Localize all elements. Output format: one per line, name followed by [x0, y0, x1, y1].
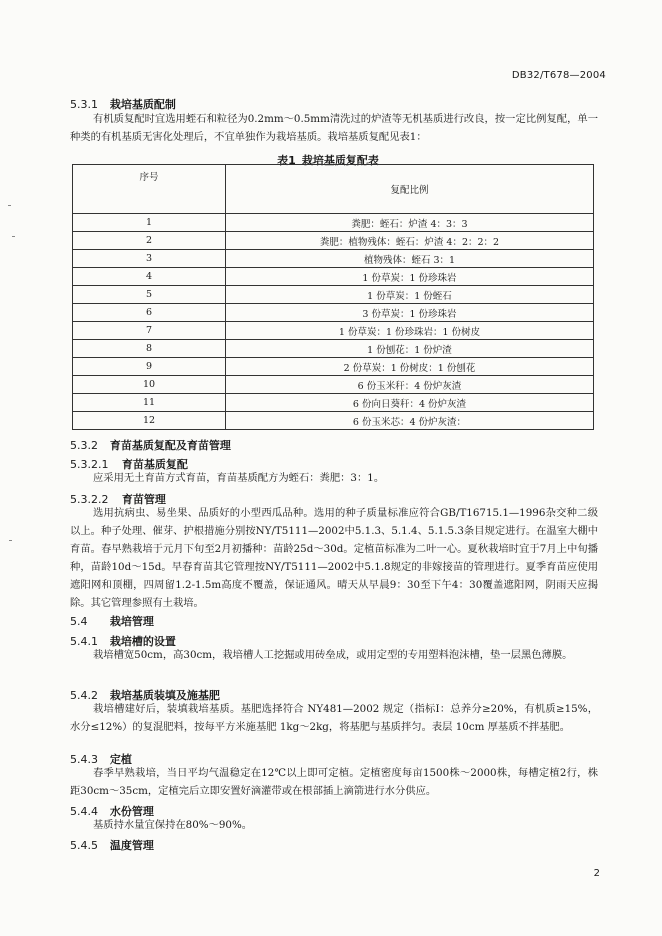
table-row	[73, 268, 594, 286]
heading-title: 栽培槽的设置	[109, 635, 176, 648]
scan-speck	[9, 540, 12, 541]
table-row	[73, 250, 594, 268]
row-ratio: 6 份玉米秆：4 份炉灰渣	[226, 376, 594, 394]
paragraph-5-3-1: 有机质复配时宜选用蛭石和粒径为0.2mm～0.5mm清洗过的炉渣等无机基质进行改良，按一定比例复配，单一种类的有机基质无害化处理后，不宜单独作为栽培基质。栽培基质复配见表1：	[70, 113, 598, 143]
row-ratio: 1 份草炭：1 份珍珠岩：1 份树皮	[226, 322, 594, 340]
heading-number: 5.4.2	[70, 689, 98, 702]
heading-title: 育苗基质复配及育苗管理	[109, 439, 231, 452]
substrate-ratio-table	[72, 164, 594, 430]
table-row	[73, 412, 594, 430]
page-number: 2	[593, 868, 600, 879]
heading-number: 5.3.2	[70, 439, 98, 452]
table-row	[73, 286, 594, 304]
row-index: 12	[73, 412, 226, 430]
row-index: 7	[73, 322, 226, 340]
row-index: 1	[73, 214, 226, 232]
heading-number: 5.4.5	[70, 839, 98, 852]
document-code: DB32/T678—2004	[511, 70, 606, 81]
paragraph-5-4-3: 春季早熟栽培，当日平均气温稳定在12℃以上即可定植。定植密度每亩1500株～2000株，每槽定植2行，株距30cm～35cm，定植完后立即安置好滴灌带或在根部插上滴箭进行水分供应。	[70, 767, 598, 797]
heading-5-3-2	[70, 437, 231, 453]
row-index: 2	[73, 232, 226, 250]
table-header-row	[73, 165, 594, 214]
heading-title: 栽培基质配制	[109, 98, 176, 111]
row-ratio: 1 份草炭：1 份珍珠岩	[226, 268, 594, 286]
row-index: 9	[73, 358, 226, 376]
row-index: 4	[73, 268, 226, 286]
row-ratio: 2 份草炭：1 份树皮：1 份刨花	[226, 358, 594, 376]
heading-5-4	[70, 613, 154, 629]
column-header-ratio: 复配比例	[226, 165, 594, 214]
row-index: 6	[73, 304, 226, 322]
row-index: 8	[73, 340, 226, 358]
heading-title: 定植	[109, 753, 132, 766]
table-row	[73, 232, 594, 250]
table-body	[73, 214, 594, 430]
heading-number: 5.4	[70, 615, 88, 628]
row-ratio: 粪肥：蛭石：炉渣 4：3：3	[226, 214, 594, 232]
heading-title: 育苗管理	[121, 493, 166, 506]
heading-number: 5.3.1	[70, 98, 98, 111]
row-index: 11	[73, 394, 226, 412]
scan-speck	[8, 205, 11, 206]
row-ratio: 1 份草炭：1 份蛭石	[226, 286, 594, 304]
column-header-index: 序号	[73, 165, 226, 214]
heading-title: 栽培管理	[109, 615, 154, 628]
paragraph-5-4-4: 基质持水量宜保持在80%～90%。	[93, 819, 253, 831]
heading-5-4-5	[70, 837, 154, 853]
table-row	[73, 322, 594, 340]
table-row	[73, 304, 594, 322]
heading-number: 5.3.2.1	[70, 458, 109, 471]
table-row	[73, 358, 594, 376]
heading-title: 栽培基质装填及施基肥	[109, 689, 220, 702]
row-ratio: 粪肥：植物残体：蛭石：炉渣 4：2：2：2	[226, 232, 594, 250]
row-index: 3	[73, 250, 226, 268]
paragraph-5-3-2-2: 选用抗病虫、易坐果、品质好的小型西瓜品种。选用的种子质量标准应符合GB/T16715.1—1996杂交种二级以上。种子处理、催芽、护根措施分别按NY/T5111—2002中5.1.3、5.1.4、5.1.5.3条目规定进行。在温室大棚中育苗。春早熟栽培于元月下旬至2月初播种：苗龄25d～30d。定植苗标准为二叶一心。夏秋栽培时宜于7月上中旬播种，苗龄10d～15d。早春育苗其它管理按NY/T5111—2002中5.1.8规定的非嫁接苗的管理进行。夏季育苗应使用遮阳网和顶棚，四周留1.2-1.5m高度不覆盖，保证通风。晴天从早晨9：30至下午4：30覆盖遮阳网，阴雨天应揭除。其它管理参照有土栽培。	[70, 507, 598, 609]
row-index: 5	[73, 286, 226, 304]
heading-number: 5.4.4	[70, 805, 98, 818]
table-row	[73, 214, 594, 232]
row-index: 10	[73, 376, 226, 394]
row-ratio: 植物残体：蛭石 3：1	[226, 250, 594, 268]
row-ratio: 6 份玉米芯：4 份炉灰渣：	[226, 412, 594, 430]
table-row	[73, 394, 594, 412]
scan-speck	[12, 236, 15, 237]
table-row	[73, 340, 594, 358]
row-ratio: 1 份刨花：1 份炉渣	[226, 340, 594, 358]
heading-number: 5.4.3	[70, 753, 98, 766]
heading-title: 温度管理	[109, 839, 154, 852]
table-row	[73, 376, 594, 394]
row-ratio: 3 份草炭：1 份珍珠岩	[226, 304, 594, 322]
heading-title: 育苗基质复配	[121, 458, 188, 471]
heading-title: 水份管理	[109, 805, 154, 818]
paragraph-5-4-2: 栽培槽建好后，装填栽培基质。基肥选择符合 NY481—2002 规定（指标Ⅰ：总养分≥20%，有机质≥15%，水分≤12%）的复混肥料，按每平方米施基肥 1kg～2kg，将基肥与基质拌匀。表层 10cm 厚基质不拌基肥。	[70, 703, 598, 733]
table-caption-number: 表1	[277, 154, 296, 167]
paragraph-5-3-2-1: 应采用无土育苗方式育苗，育苗基质配方为蛭石：粪肥：3：1。	[93, 472, 385, 484]
row-ratio: 6 份向日葵秆：4 份炉灰渣	[226, 394, 594, 412]
heading-number: 5.3.2.2	[70, 493, 109, 506]
table-caption-title: 栽培基质复配表	[301, 154, 379, 167]
paragraph-5-4-1: 栽培槽宽50cm，高30cm，栽培槽人工挖掘或用砖垒成，或用定型的专用塑料泡沫槽，垫一层黑色薄膜。	[93, 649, 573, 661]
heading-number: 5.4.1	[70, 635, 98, 648]
